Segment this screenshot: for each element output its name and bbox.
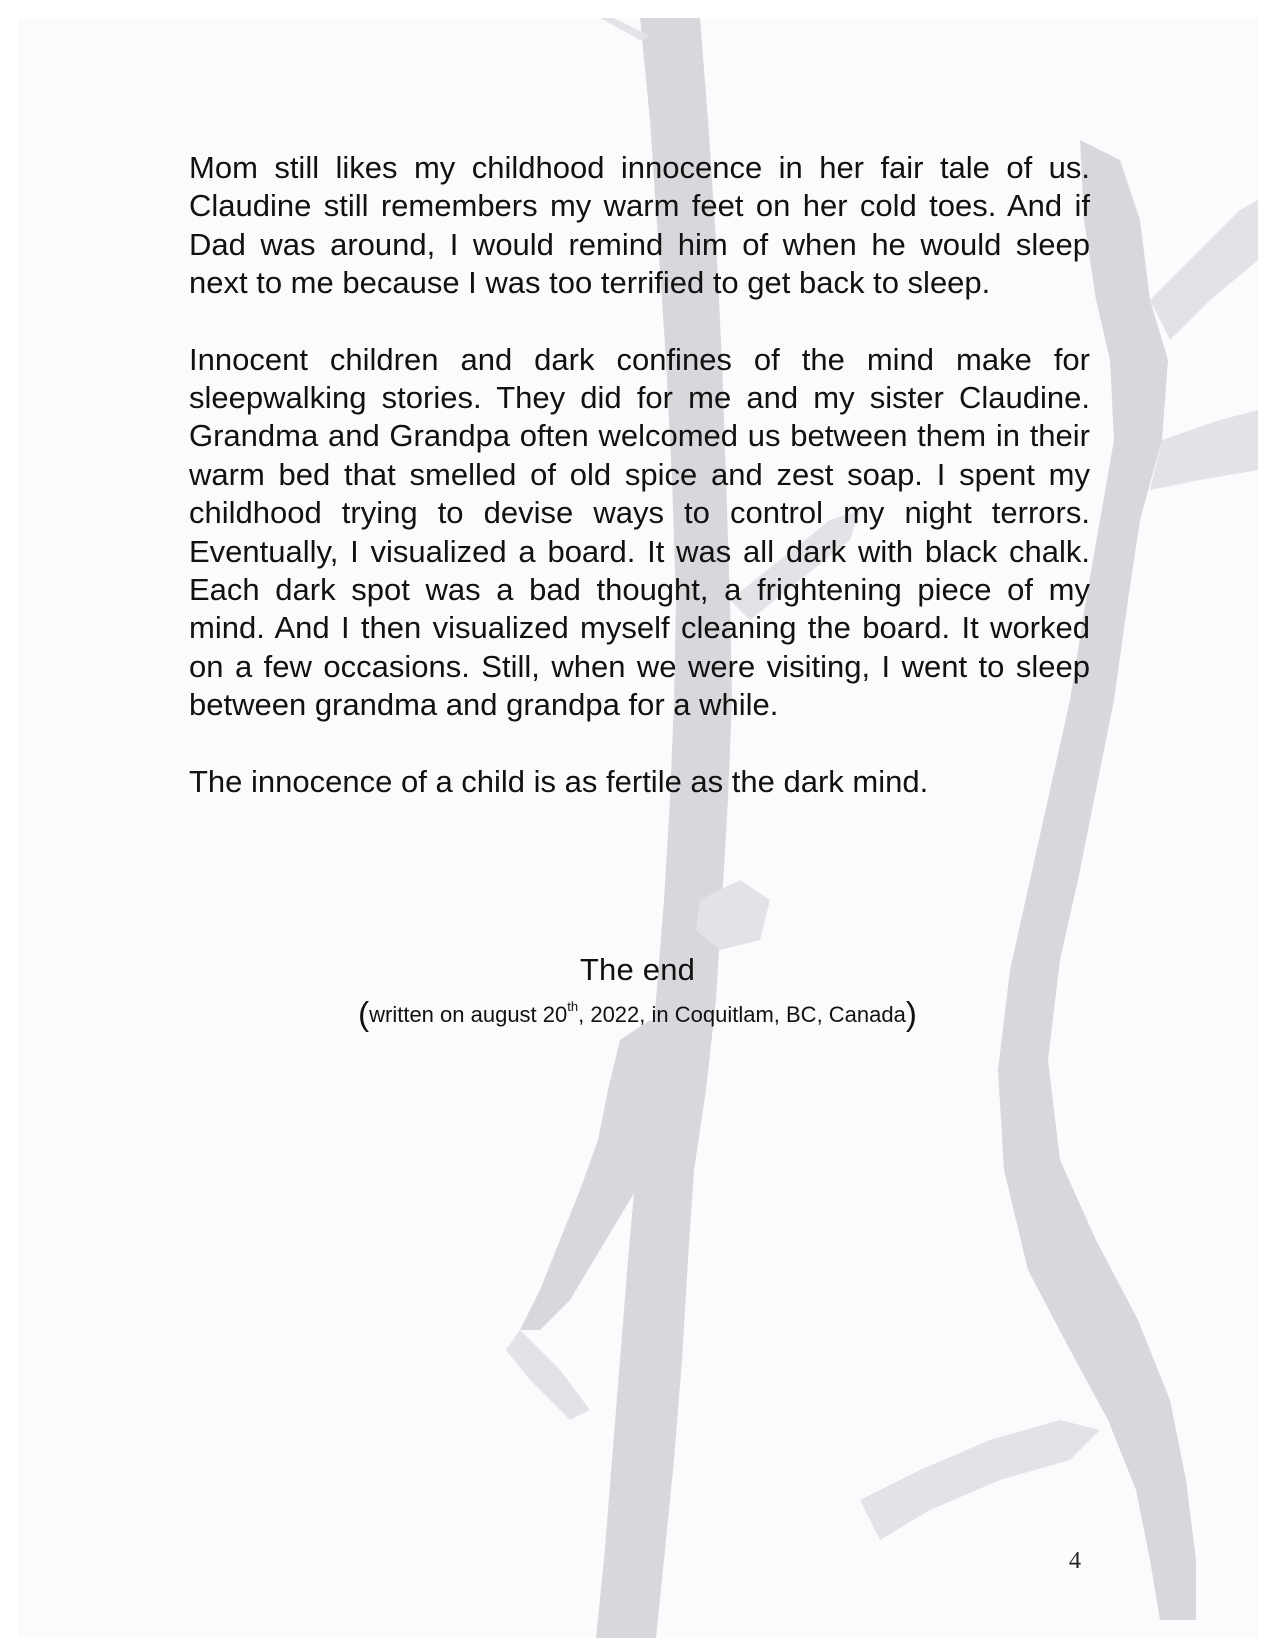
ending-note <box>0 995 1275 1033</box>
paragraph-2: Innocent children and dark confines of the mind make for sleepwalking stories. They did for me and my sister Claudine. Grandma and Grandpa often welcomed us between them in their warm bed that smelled of old spice and zest soap. I spent my childhood trying to devise ways to control my night terrors. Eventually, I visualized a board. It was all dark with black chalk. Each dark spot was a bad thought, a frightening piece of my mind. And I then visualized myself cleaning the board. It worked on a few occasions. Still, when we were visiting, I went to sleep between grandma and grandpa for a while. <box>189 341 1090 723</box>
ending-title: The end <box>579 952 696 987</box>
note-prefix: written on august 20 <box>369 1002 568 1027</box>
paragraph-3: The innocence of a child is as fertile as the dark mind. <box>189 763 929 799</box>
story-text <box>189 149 1090 839</box>
paragraph-1: Mom still likes my childhood innocence in her fair tale of us. Claudine still remembers my warm feet on her cold toes. And if Dad was around, I would remind him of when he would sleep next to me because I was too terrified to get back to sleep. <box>189 150 1090 301</box>
note-superscript: th <box>567 999 579 1014</box>
page-number: 4 <box>1069 1548 1081 1574</box>
note-close-paren: ) <box>905 995 917 1032</box>
note-open-paren: ( <box>358 995 370 1032</box>
note-suffix: , 2022, in Coquitlam, BC, Canada <box>578 1002 906 1027</box>
